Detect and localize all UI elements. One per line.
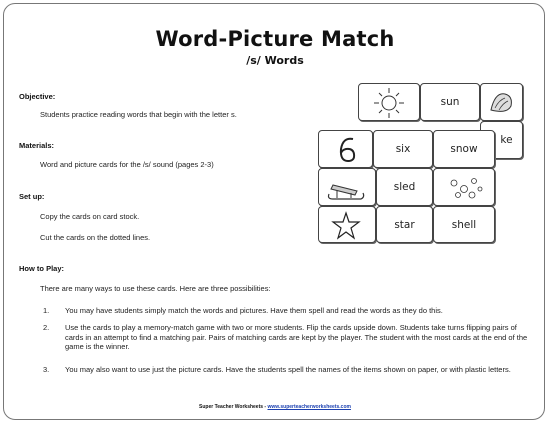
card-word: star <box>394 218 415 231</box>
list-item-text: Use the cards to play a memory-match game with two or more students. Flip the cards upside down. Students take turns flipping pairs of cards in an attempt to find a matching pair. Pairs of matching cards are kept by the player. The student with the most cards at the end of the game is the winner. <box>65 323 528 352</box>
list-item-text: You may also want to use just the picture cards. Have the students spell the names of the items shown on paper, or with plastic letters. <box>65 365 511 374</box>
materials-text: Word and picture cards for the /s/ sound (pages 2-3) <box>40 160 214 169</box>
sun-picture-icon <box>359 84 420 121</box>
card-word: six <box>395 143 411 155</box>
how-to-play-intro: There are many ways to use these cards. Here are three possibilities: <box>40 284 271 293</box>
card-sun-word <box>420 83 480 121</box>
list-item-number: 2. <box>43 323 50 332</box>
list-item-number: 3. <box>43 365 50 374</box>
footer <box>0 404 550 410</box>
how-to-play-heading: How to Play: <box>19 264 65 273</box>
star-picture-icon <box>319 207 376 243</box>
card-star-picture <box>318 206 376 243</box>
card-sun-picture <box>358 83 420 121</box>
card-shell-word <box>433 206 495 243</box>
card-snow-picture <box>433 168 495 206</box>
footer-link[interactable]: www.superteacherworksheets.com <box>267 404 351 410</box>
objective-heading: Objective: <box>19 92 56 101</box>
card-six-picture <box>318 130 373 168</box>
setup-heading: Set up: <box>19 192 45 201</box>
card-word: shell <box>451 218 477 231</box>
snowflakes-picture-icon <box>434 169 495 206</box>
number-six-picture-icon <box>319 131 373 168</box>
card-word: sun <box>440 96 460 108</box>
footer-brand: Super Teacher Worksheets - <box>199 404 268 410</box>
card-six-word <box>373 130 433 168</box>
card-word: snow <box>450 143 478 155</box>
seashell-picture-icon <box>481 84 523 121</box>
sled-picture-icon <box>319 169 376 206</box>
page-title: Word-Picture Match <box>155 27 395 51</box>
setup-line: Copy the cards on card stock. <box>40 212 140 221</box>
card-shell-picture <box>480 83 523 121</box>
card-word: sled <box>393 181 416 193</box>
list-item-text: You may have students simply match the words and pictures. Have them spell and read the words as they do this. <box>65 306 443 315</box>
card-star-word <box>376 206 433 243</box>
setup-line: Cut the cards on the dotted lines. <box>40 233 151 242</box>
list-item-number: 1. <box>43 306 50 315</box>
page-subtitle: /s/ Words <box>246 54 304 67</box>
card-snow-word <box>433 130 495 168</box>
card-sled-word <box>376 168 433 206</box>
objective-text: Students practice reading words that begin with the letter s. <box>40 110 237 119</box>
materials-heading: Materials: <box>19 141 55 150</box>
card-word: ke <box>500 134 513 146</box>
card-sled-picture <box>318 168 376 206</box>
